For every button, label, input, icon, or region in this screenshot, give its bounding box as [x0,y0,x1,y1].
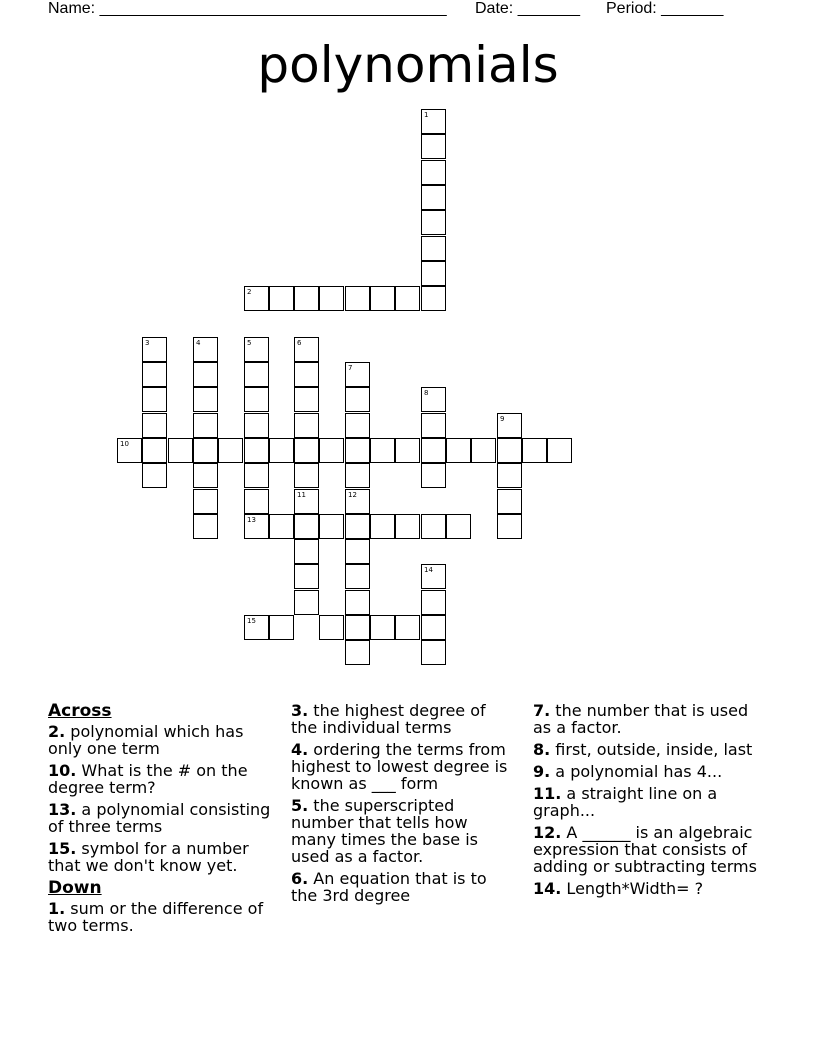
clue-number: 8. [533,740,551,759]
clue-item [533,741,765,758]
crossword-cell[interactable] [319,514,344,539]
cell-number: 8 [424,389,429,397]
crossword-cell[interactable] [294,489,319,514]
crossword-cell[interactable] [294,362,319,387]
clue-column-1 [48,702,280,939]
crossword-cell[interactable] [193,514,218,539]
period-field-label[interactable]: Period: _______ [606,0,724,17]
crossword-cell[interactable] [345,387,370,412]
cell-number: 11 [297,491,306,499]
crossword-cell[interactable] [421,438,446,463]
crossword-cell[interactable] [421,387,446,412]
clue-text: first, outside, inside, last [550,740,753,759]
crossword-cell[interactable] [421,134,446,159]
crossword-cell[interactable] [193,413,218,438]
clue-item [291,870,513,904]
clue-number: 7. [533,701,551,720]
clue-text: a polynomial consisting of three terms [48,800,271,836]
crossword-cell[interactable] [421,514,446,539]
crossword-cell[interactable] [395,615,420,640]
crossword-cell[interactable] [421,236,446,261]
crossword-cell[interactable] [345,514,370,539]
crossword-cell[interactable] [345,615,370,640]
clue-item [533,824,765,875]
crossword-cell[interactable] [395,286,420,311]
crossword-cell[interactable] [395,514,420,539]
crossword-cell[interactable] [269,438,294,463]
cell-number: 5 [247,339,252,347]
crossword-cell[interactable] [294,286,319,311]
crossword-cell[interactable] [421,185,446,210]
clue-item [533,880,765,897]
crossword-cell[interactable] [294,564,319,589]
crossword-cell[interactable] [193,337,218,362]
crossword-cell[interactable] [142,387,167,412]
crossword-cell[interactable] [345,362,370,387]
cell-number: 9 [500,415,505,423]
clue-item [48,801,280,835]
clue-item [48,840,280,874]
crossword-cell[interactable] [370,615,395,640]
crossword-cell[interactable] [269,286,294,311]
clue-number: 10. [48,761,77,780]
clue-number: 11. [533,784,562,803]
crossword-cell[interactable] [294,387,319,412]
crossword-cell[interactable] [218,438,243,463]
crossword-cell[interactable] [319,286,344,311]
clue-text: What is the # on the degree term? [48,761,248,797]
clue-number: 15. [48,839,77,858]
crossword-cell[interactable] [319,438,344,463]
cell-number: 6 [297,339,302,347]
crossword-cell[interactable] [421,615,446,640]
crossword-cell[interactable] [421,109,446,134]
cell-number: 7 [348,364,353,372]
crossword-cell[interactable] [421,590,446,615]
crossword-cell[interactable] [269,615,294,640]
clue-text: ordering the terms from highest to lowest degree is known as ___ form [291,740,508,793]
crossword-cell[interactable] [142,413,167,438]
crossword-cell[interactable] [345,463,370,488]
down-heading: Down [48,878,102,898]
crossword-cell[interactable] [421,261,446,286]
crossword-cell[interactable] [193,362,218,387]
crossword-cell[interactable] [345,413,370,438]
crossword-cell[interactable] [370,286,395,311]
crossword-cell[interactable] [547,438,572,463]
clue-text: polynomial which has only one term [48,722,244,758]
crossword-cell[interactable] [244,489,269,514]
cell-number: 3 [145,339,150,347]
crossword-cell[interactable] [446,514,471,539]
cell-number: 13 [247,516,256,524]
clue-text: the superscripted number that tells how many times the base is used as a factor. [291,796,479,866]
clue-number: 3. [291,701,309,720]
cell-number: 15 [247,617,256,625]
crossword-cell[interactable] [421,413,446,438]
crossword-cell[interactable] [345,590,370,615]
crossword-cell[interactable] [497,463,522,488]
crossword-cell[interactable] [244,514,269,539]
clue-number: 13. [48,800,77,819]
clue-text: the number that is used as a factor. [533,701,749,737]
crossword-cell[interactable] [421,564,446,589]
crossword-cell[interactable] [168,438,193,463]
crossword-cell[interactable] [345,640,370,665]
clue-text: An equation that is to the 3rd degree [291,869,487,905]
clue-number: 5. [291,796,309,815]
crossword-cell[interactable] [345,438,370,463]
crossword-cell[interactable] [294,413,319,438]
crossword-cell[interactable] [421,210,446,235]
crossword-cell[interactable] [244,438,269,463]
crossword-cell[interactable] [142,463,167,488]
crossword-cell[interactable] [370,514,395,539]
crossword-cell[interactable] [193,387,218,412]
date-field-label[interactable]: Date: _______ [475,0,580,17]
crossword-cell[interactable] [142,337,167,362]
clue-text: symbol for a number that we don't know yet. [48,839,249,875]
crossword-cell[interactable] [244,413,269,438]
across-heading: Across [48,701,112,721]
crossword-cell[interactable] [294,590,319,615]
crossword-cell[interactable] [497,489,522,514]
crossword-cell[interactable] [421,160,446,185]
crossword-cell[interactable] [522,438,547,463]
clue-number: 9. [533,762,551,781]
clue-item [48,723,280,757]
crossword-cell[interactable] [142,362,167,387]
name-field-label[interactable]: Name: _______________________________________ [48,0,447,17]
cell-number: 14 [424,566,433,574]
clue-item [291,797,513,865]
crossword-cell[interactable] [319,615,344,640]
cell-number: 12 [348,491,357,499]
crossword-cell[interactable] [193,463,218,488]
crossword-cell[interactable] [244,463,269,488]
crossword-cell[interactable] [345,286,370,311]
clue-number: 1. [48,899,66,918]
crossword-cell[interactable] [244,286,269,311]
clue-item [533,763,765,780]
clue-item [48,762,280,796]
crossword-cell[interactable] [345,564,370,589]
clue-number: 2. [48,722,66,741]
crossword-cell[interactable] [446,438,471,463]
crossword-cell[interactable] [142,438,167,463]
crossword-cell[interactable] [193,438,218,463]
crossword-cell[interactable] [294,539,319,564]
clue-column-2 [291,702,513,909]
page-title: polynomials [257,36,559,94]
clue-item [533,702,765,736]
clue-item [48,900,280,934]
clue-number: 6. [291,869,309,888]
cell-number: 2 [247,288,252,296]
crossword-cell[interactable] [497,413,522,438]
crossword-cell[interactable] [370,438,395,463]
crossword-cell[interactable] [294,337,319,362]
crossword-cell[interactable] [269,514,294,539]
crossword-cell[interactable] [193,489,218,514]
crossword-cell[interactable] [117,438,142,463]
crossword-cell[interactable] [345,489,370,514]
cell-number: 10 [120,440,129,448]
crossword-cell[interactable] [497,514,522,539]
crossword-cell[interactable] [395,438,420,463]
crossword-cell[interactable] [244,615,269,640]
crossword-cell[interactable] [294,514,319,539]
clue-number: 4. [291,740,309,759]
crossword-cell[interactable] [244,362,269,387]
clue-text: the highest degree of the individual terms [291,701,486,737]
clue-item [291,702,513,736]
clue-item [291,741,513,792]
clue-column-3 [533,702,765,902]
clue-text: a straight line on a graph... [533,784,718,820]
clue-item [533,785,765,819]
crossword-cell[interactable] [294,438,319,463]
clue-text: Length*Width= ? [561,879,704,898]
clue-text: a polynomial has 4... [550,762,723,781]
crossword-cell[interactable] [421,640,446,665]
cell-number: 4 [196,339,201,347]
crossword-cell[interactable] [421,463,446,488]
crossword-cell[interactable] [471,438,496,463]
crossword-cell[interactable] [345,539,370,564]
clue-number: 14. [533,879,562,898]
crossword-cell[interactable] [244,337,269,362]
clue-number: 12. [533,823,562,842]
cell-number: 1 [424,111,429,119]
clue-text: sum or the difference of two terms. [48,899,264,935]
crossword-cell[interactable] [497,438,522,463]
crossword-cell[interactable] [421,286,446,311]
crossword-cell[interactable] [244,387,269,412]
crossword-cell[interactable] [294,463,319,488]
clue-text: A ______ is an algebraic expression that consists of adding or subtracting terms [533,823,757,876]
